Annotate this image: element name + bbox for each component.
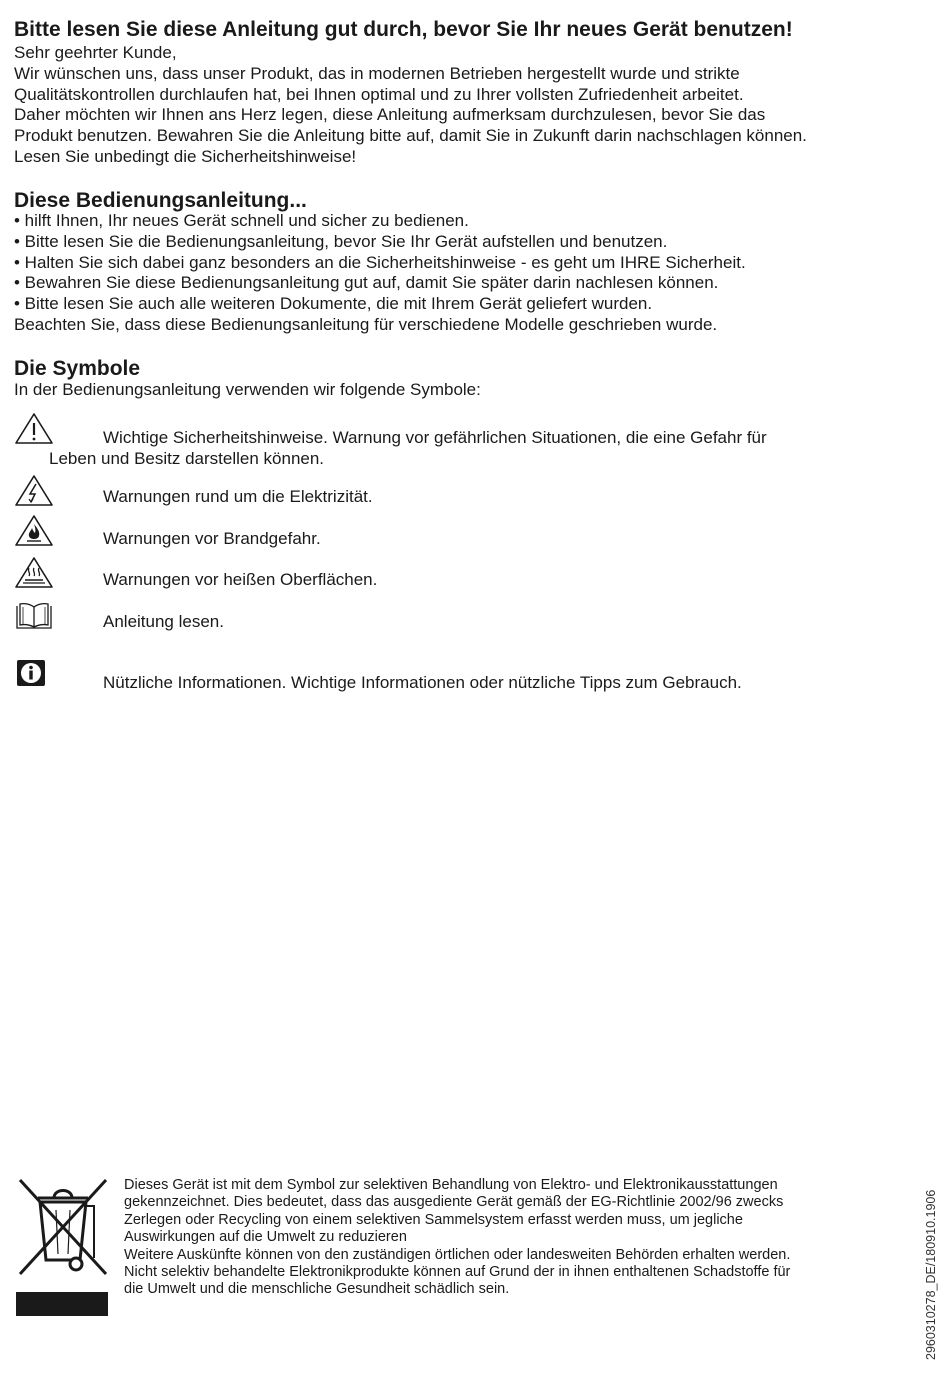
- intro-paragraph: [14, 43, 807, 168]
- electricity-warning-icon: [14, 474, 54, 508]
- symbol-description: Warnungen vor heißen Oberflächen.: [103, 570, 378, 589]
- symbol-description: Warnungen vor Brandgefahr.: [103, 529, 321, 548]
- notice-line: Auswirkungen auf die Umwelt zu reduzieren: [124, 1229, 407, 1246]
- symbol-description: Warnungen rund um die Elektrizität.: [103, 487, 373, 506]
- notice-line: Dieses Gerät ist mit dem Symbol zur selektiven Behandlung von Elektro- und Elektronikausstattungen: [124, 1177, 778, 1193]
- intro-line: Wir wünschen uns, dass unser Produkt, das in modernen Betrieben hergestellt wurde und strikte: [14, 63, 740, 83]
- symbols-intro: In der Bedienungsanleitung verwenden wir folgende Symbole:: [14, 380, 481, 399]
- weee-disposal-notice: [124, 1177, 790, 1299]
- symbol-description: Anleitung lesen.: [103, 612, 224, 631]
- list-item: • Bewahren Sie diese Bedienungsanleitung gut auf, damit Sie später darin nachlesen können.: [14, 273, 719, 293]
- notice-line: gekennzeichnet. Dies bedeutet, dass das ausgediente Gerät gemäß der EG-Richtlinie 2002/96 zwecks: [124, 1194, 784, 1211]
- intro-line: Daher möchten wir Ihnen ans Herz legen, diese Anleitung aufmerksam durchzulesen, bevor Sie das: [14, 105, 766, 125]
- notice-line: Nicht selektiv behandelte Elektronikprodukte können auf Grund der in ihnen enthaltenen Schadstoffe für: [124, 1263, 791, 1280]
- open-book-icon: [14, 600, 54, 634]
- symbol-description: Wichtige Sicherheitshinweise. Warnung vor gefährlichen Situationen, die eine Gefahr für: [103, 428, 767, 447]
- manual-section-list: [14, 211, 746, 336]
- intro-line: Qualitätskontrollen durchlaufen hat, bei Ihnen optimal und zu Ihrer vollsten Zufriedenheit arbeitet.: [14, 84, 744, 104]
- fire-warning-icon: [14, 514, 54, 548]
- intro-line: Sehr geehrter Kunde,: [14, 43, 177, 62]
- notice-line: Weitere Auskünfte können von den zuständigen örtlichen oder landesweiten Behörden erhalten werden.: [124, 1246, 791, 1263]
- page-title: Bitte lesen Sie diese Anleitung gut durch, bevor Sie Ihr neues Gerät benutzen!: [14, 18, 793, 41]
- symbol-description-continued: Leben und Besitz darstellen können.: [49, 449, 325, 468]
- warning-exclamation-icon: [14, 412, 54, 446]
- list-item: Beachten Sie, dass diese Bedienungsanleitung für verschiedene Modelle geschrieben wurde.: [14, 314, 718, 334]
- symbol-description: Nützliche Informationen. Wichtige Informationen oder nützliche Tipps zum Gebrauch.: [103, 673, 742, 692]
- crossed-out-wheelie-bin-icon: [16, 1176, 110, 1318]
- intro-line: Produkt benutzen. Bewahren Sie die Anleitung bitte auf, damit Sie in Zukunft darin nachschlagen können.: [14, 126, 807, 146]
- info-icon: [14, 658, 54, 692]
- list-item: • Bitte lesen Sie auch alle weiteren Dokumente, die mit Ihrem Gerät geliefert wurden.: [14, 294, 653, 314]
- symbols-section-heading: Die Symbole: [14, 357, 141, 380]
- notice-line: die Umwelt und die menschliche Gesundheit schädlich sein.: [124, 1281, 510, 1298]
- list-item: • hilft Ihnen, Ihr neues Gerät schnell und sicher zu bedienen.: [14, 211, 469, 230]
- list-item: • Bitte lesen Sie die Bedienungsanleitung, bevor Sie Ihr Gerät aufstellen und benutzen.: [14, 231, 668, 251]
- intro-line: Lesen Sie unbedingt die Sicherheitshinweise!: [14, 146, 357, 166]
- document-code: 2960310278_DE/180910.1906: [924, 1189, 938, 1360]
- list-item: • Halten Sie sich dabei ganz besonders an die Sicherheitshinweise - es geht um IHRE Sicherheit.: [14, 252, 746, 272]
- manual-section-heading: Diese Bedienungsanleitung...: [14, 189, 307, 212]
- notice-line: Zerlegen oder Recycling von einem selektiven Sammelsystem erfasst werden muss, um jegliche: [124, 1211, 743, 1228]
- hot-surface-warning-icon: [14, 556, 54, 590]
